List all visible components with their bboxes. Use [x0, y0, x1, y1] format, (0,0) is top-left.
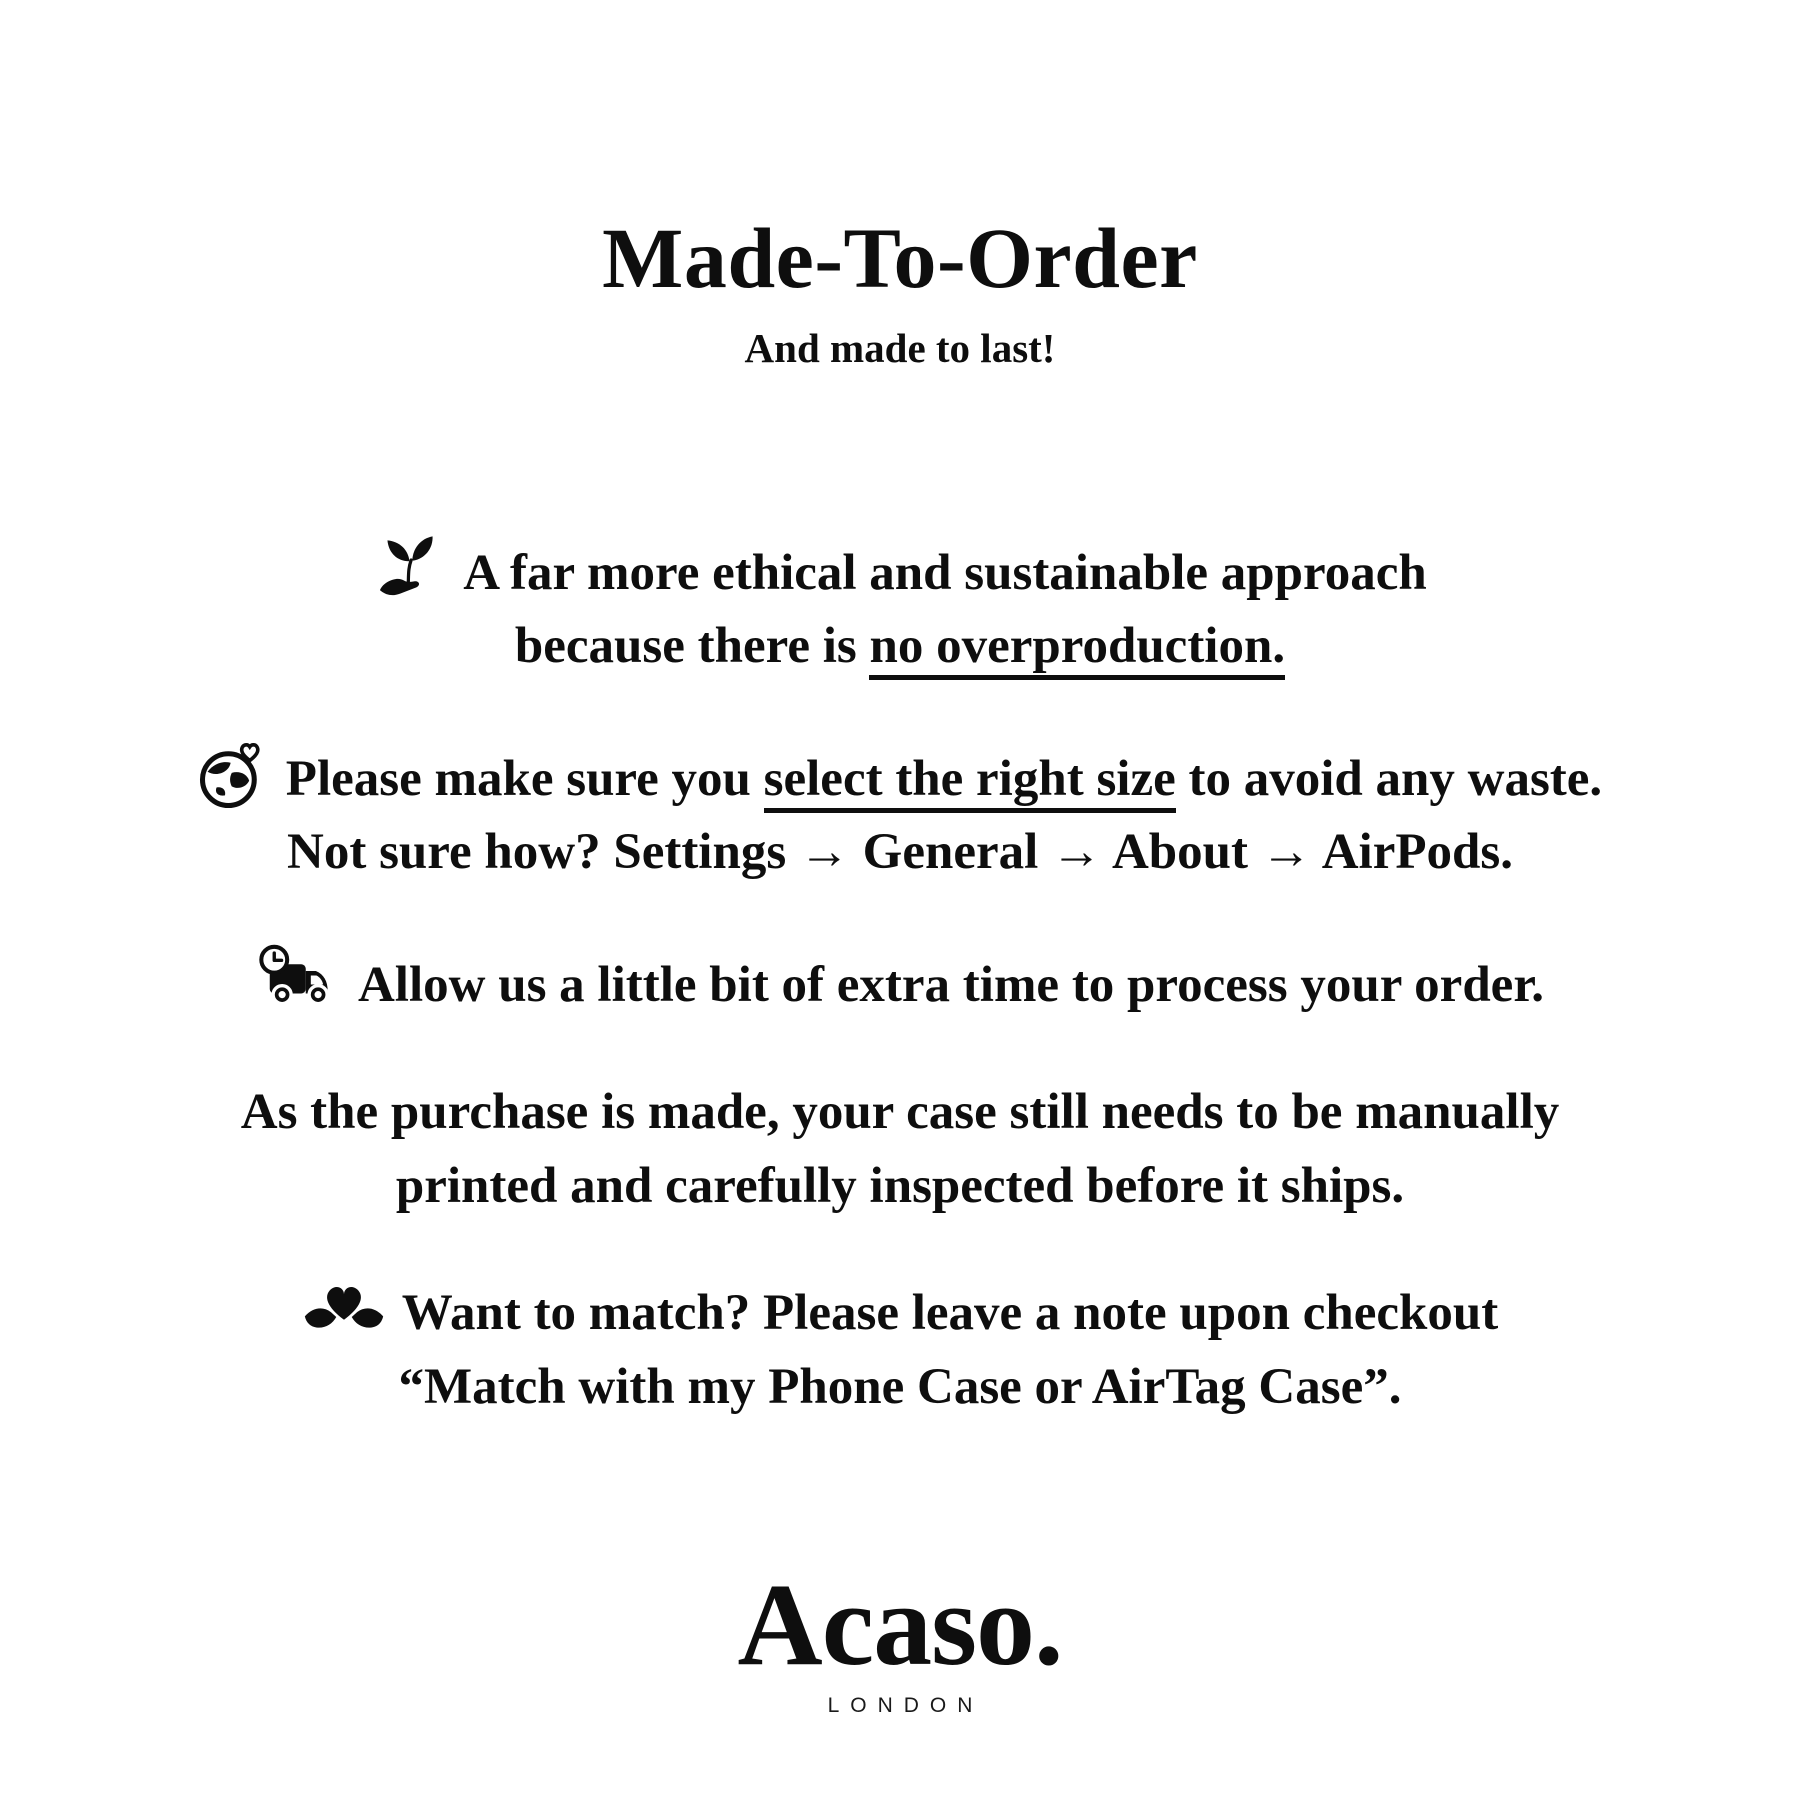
brand-name: Acaso. [737, 1558, 1063, 1690]
select-right-size-underline: select the right size [764, 751, 1176, 813]
sizing-note [50, 738, 1750, 890]
brand-location: LONDON [827, 1693, 984, 1717]
manual-work-line-1: As the purchase is made, your case still needs to be manually [240, 1084, 1560, 1141]
matching-note [50, 1277, 1750, 1424]
seedling-hand-icon [373, 530, 447, 604]
matching-text-1: Want to match? Please leave a note upon checkout [401, 1285, 1499, 1342]
hands-heart-icon [302, 1280, 386, 1344]
processing-note [50, 944, 1750, 1022]
page-subtitle: And made to last! [744, 325, 1056, 371]
manual-work-note [50, 1076, 1750, 1223]
sustainability-text-1: A far more ethical and sustainable approach [463, 545, 1427, 601]
brand-logo [0, 1558, 1800, 1718]
sizing-line-2: Not sure how? Settings → General → About → AirPods. [287, 824, 1513, 881]
truck-clock-icon [256, 944, 342, 1016]
matching-line-2: “Match with my Phone Case or AirTag Case”. [398, 1358, 1402, 1415]
processing-text: Allow us a little bit of extra time to process your order. [357, 956, 1545, 1013]
no-overproduction-underline: no overproduction. [869, 618, 1285, 680]
globe-heart-icon [198, 738, 270, 810]
manual-work-line-2: printed and carefully inspected before it ships. [395, 1157, 1405, 1214]
matching-line-1 [50, 1277, 1750, 1350]
page-title: Made-To-Order [602, 210, 1198, 306]
sizing-line-1 [50, 738, 1750, 816]
sizing-text-prefix: Please make sure you [285, 750, 764, 807]
info-content [0, 530, 1800, 1424]
processing-line [50, 944, 1750, 1022]
sizing-text-suffix: to avoid any waste. [1175, 750, 1603, 807]
sustainability-text-2: because there is [514, 618, 870, 675]
sustainability-line-1 [50, 530, 1750, 610]
sustainability-note [50, 530, 1750, 684]
sustainability-line-2 [50, 610, 1750, 683]
